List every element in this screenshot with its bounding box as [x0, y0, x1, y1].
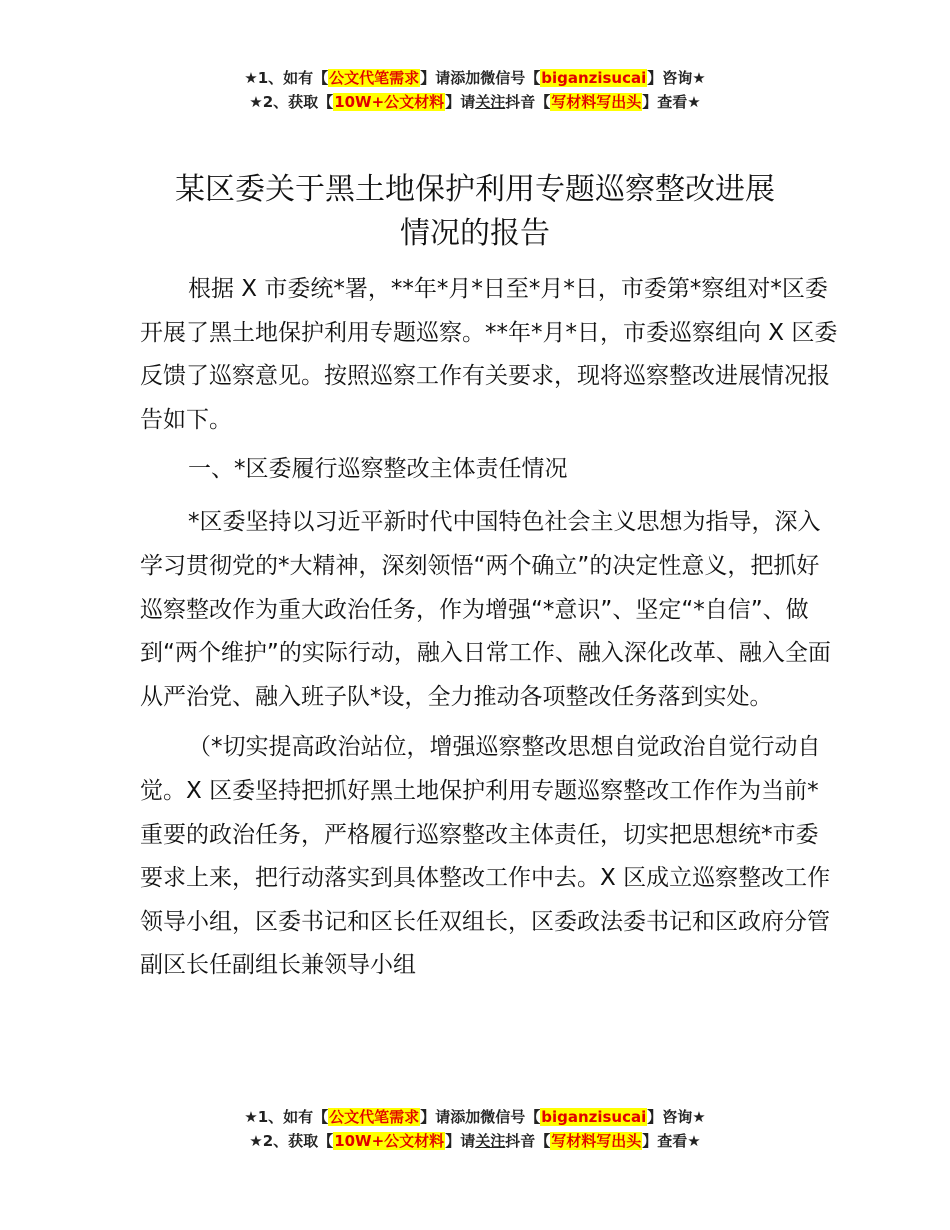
section-1-paragraph: *区委坚持以习近平新时代中国特色社会主义思想为指导，深入学习贯彻党的*大精神，深刻领悟“两个确立”的决定性意义，把抓好巡察整改作为重大政治任务，作为增强“*意识”、坚定“*自信”、做到“两个维护”的实际行动，融入日常工作、融入深化改革、融入全面从严治党、融入班子队*设，全力推动各项整改任务落到实处。: [140, 509, 831, 710]
intro-paragraph: 根据 X 市委统*署，**年*月*日至*月*日，市委第*察组对*区委开展了黑土地保护利用专题巡察。**年*月*日，市委巡察组向 X 区委反馈了巡察意见。按照巡察工作有关要求，现将巡察整改进展情况报告如下。: [140, 276, 838, 433]
banner-highlight-douyin-account: 写材料写出头: [551, 93, 642, 111]
bottom-banner-line-2: [0, 1129, 950, 1153]
section-heading-1: 一、*区委履行巡察整改主体责任情况: [188, 456, 568, 483]
banner-line1-mid: 】请添加微信号【: [420, 69, 541, 87]
bottom-banner-line1-prefix: ★1、如有【: [244, 1108, 329, 1126]
subsection-1-paragraph: （*切实提高政治站位，增强巡察整改思想自觉政治自觉行动自觉。X 区委坚持把抓好黑土地保护利用专题巡察整改工作作为当前*重要的政治任务，严格履行巡察整改主体责任，切实把思想统*市委要求上来，把行动落实到具体整改工作中去。X 区成立巡察整改工作领导小组，区委书记和区长任双组长，区委政法委书记和区政府分管副区长任副组长兼领导小组: [140, 734, 831, 979]
banner-follow-text: 关注: [475, 93, 506, 111]
bottom-banner-highlight-writing-service: 公文代笔需求: [329, 1108, 420, 1126]
bottom-banner: [0, 1105, 950, 1153]
bottom-banner-highlight-wechat-id: biganzisucai: [541, 1108, 647, 1126]
bottom-banner-follow-text: 关注: [475, 1132, 506, 1150]
banner-line1-prefix: ★1、如有【: [244, 69, 329, 87]
banner-line2-mid1: 】请: [445, 93, 476, 111]
bottom-banner-highlight-materials: 10W+公文材料: [334, 1132, 445, 1150]
banner-highlight-wechat-id: biganzisucai: [541, 69, 647, 87]
title-line-1: 某区委关于黑土地保护利用专题巡察整改进展: [175, 172, 775, 207]
bottom-banner-line-1: [0, 1105, 950, 1129]
document-body: [140, 268, 840, 995]
bottom-banner-highlight-douyin-account: 写材料写出头: [551, 1132, 642, 1150]
banner-line2-suffix: 】查看★: [642, 93, 701, 111]
banner-line2-prefix: ★2、获取【: [249, 93, 334, 111]
banner-line-1: [0, 66, 950, 90]
bottom-banner-line2-mid1: 】请: [445, 1132, 476, 1150]
banner-highlight-materials: 10W+公文材料: [334, 93, 445, 111]
bottom-banner-line2-suffix: 】查看★: [642, 1132, 701, 1150]
banner-line1-suffix: 】咨询★: [647, 69, 706, 87]
bottom-banner-line1-mid: 】请添加微信号【: [420, 1108, 541, 1126]
bottom-banner-line2-prefix: ★2、获取【: [249, 1132, 334, 1150]
banner-line-2: [0, 90, 950, 114]
title-line-2: 情况的报告: [400, 216, 550, 251]
banner-highlight-writing-service: 公文代笔需求: [329, 69, 420, 87]
bottom-banner-line1-suffix: 】咨询★: [647, 1108, 706, 1126]
banner-line2-mid2: 抖音【: [505, 93, 551, 111]
bottom-banner-line2-mid2: 抖音【: [505, 1132, 551, 1150]
document-title: [0, 168, 950, 256]
top-banner: [0, 66, 950, 114]
